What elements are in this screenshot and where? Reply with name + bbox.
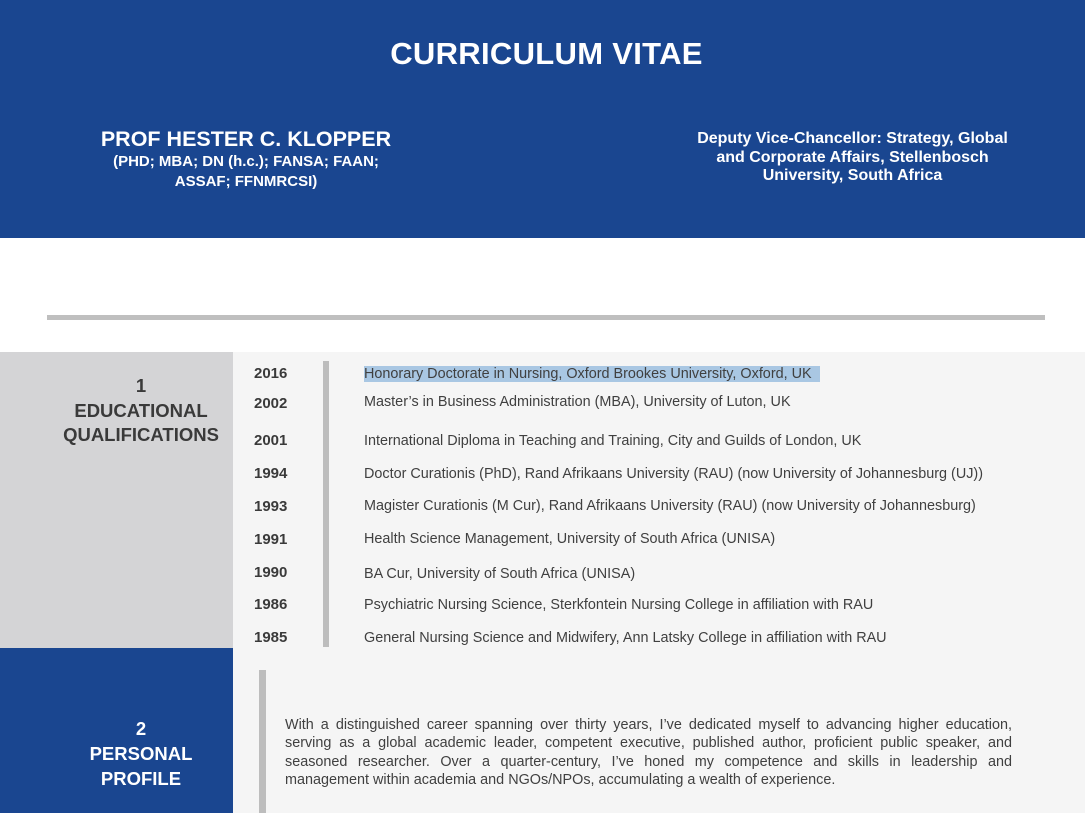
qualification-description: General Nursing Science and Midwifery, Ann Latsky College in affiliation with RAU [364,630,887,646]
education-heading [48,374,234,448]
profile-bar [259,670,266,813]
qualification-year: 2016 [254,365,288,382]
qualification-description: Magister Curationis (M Cur), Rand Afrikaans University (RAU) (now University of Johannesburg) [364,498,976,514]
profile-heading [48,716,234,791]
qualification-description [364,364,1079,384]
qualification-year: 2002 [254,395,288,412]
qualification-description: BA Cur, University of South Africa (UNISA) [364,566,636,582]
qualification-year: 1994 [254,465,288,482]
person-position: Deputy Vice-Chancellor: Strategy, Global and Corporate Affairs, Stellenbosch University, South Africa [697,130,1008,184]
person-name: PROF HESTER C. KLOPPER [100,127,392,151]
education-section-title: EDUCATIONAL QUALIFICATIONS [63,399,219,445]
qualification-description: Master’s in Business Administration (MBA), University of Luton, UK [364,394,791,410]
qualification-description: International Diploma in Teaching and Training, City and Guilds of London, UK [364,433,862,449]
qualification-year: 1991 [254,531,288,548]
qualification-year: 2001 [254,432,288,449]
education-timeline-bar [323,361,329,647]
profile-section-number: 2 [135,718,147,739]
highlighted-text: Honorary Doctorate in Nursing, Oxford Brookes University, Oxford, UK [364,366,820,382]
cv-header [0,0,1085,238]
qualification-year: 1986 [254,596,288,613]
qualification-year: 1990 [254,564,288,581]
document-title: CURRICULUM VITAE [390,36,703,71]
section-divider [47,315,1045,320]
qualification-year: 1985 [254,629,288,646]
person-credentials: (PHD; MBA; DN (h.c.); FANSA; FAAN; ASSAF; FFNMRCSI) [113,153,379,190]
qualification-description: Health Science Management, University of South Africa (UNISA) [364,531,776,547]
profile-paragraph: With a distinguished career spanning over thirty years, I’ve dedicated myself to advancing higher education, serving as a global academic leader, competent executive, published author, proficient public speaker, and seasoned researcher. Over a quarter-century, I’ve honed my competence and skills in leadership and management within academia and NGOs/NPOs, accumulating a wealth of experience. [285,717,1012,788]
qualification-description: Doctor Curationis (PhD), Rand Afrikaans University (RAU) (now University of Johannesburg (UJ)) [364,466,984,482]
qualification-description: Psychiatric Nursing Science, Sterkfontein Nursing College in affiliation with RAU [364,597,874,613]
person-block [96,126,396,192]
profile-section-title: PERSONAL PROFILE [89,743,193,789]
education-section-number: 1 [135,375,147,396]
qualification-year: 1993 [254,498,288,515]
